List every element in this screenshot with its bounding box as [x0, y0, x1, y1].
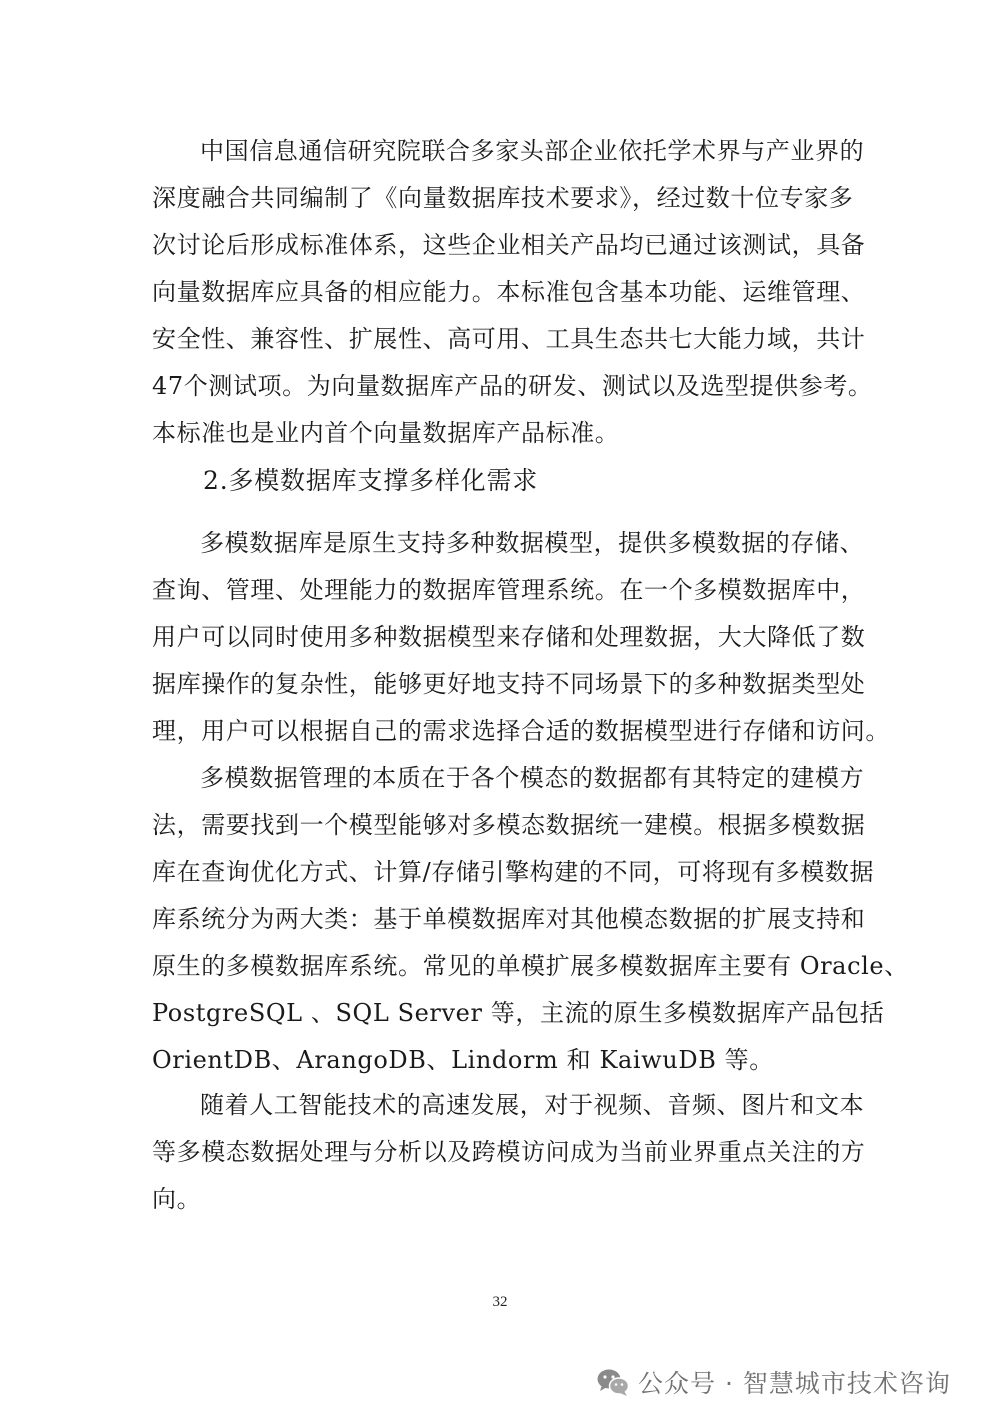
paragraph-3-line-3: 库在查询优化方式、计算/存储引擎构建的不同，可将现有多模数据	[152, 858, 875, 886]
paragraph-1-line-6: 47个测试项。为向量数据库产品的研发、测试以及选型提供参考。	[152, 372, 873, 400]
paragraph-2-line-1: 多模数据库是原生支持多种数据模型，提供多模数据的存储、	[200, 529, 865, 557]
paragraph-4-line-2: 等多模态数据处理与分析以及跨模访问成为当前业界重点关注的方	[152, 1138, 866, 1166]
paragraph-4-line-1: 随着人工智能技术的高速发展，对于视频、音频、图片和文本	[200, 1091, 865, 1119]
paragraph-3-line-7: OrientDB、ArangoDB、Lindorm 和 KaiwuDB 等。	[152, 1046, 774, 1074]
paragraph-3-line-6: PostgreSQL 、SQL Server 等，主流的原生多模数据库产品包括	[152, 999, 885, 1027]
paragraph-4-line-3: 向。	[152, 1185, 202, 1213]
paragraph-2-line-3: 用户可以同时使用多种数据模型来存储和处理数据，大大降低了数	[152, 623, 866, 651]
paragraph-3-line-1: 多模数据管理的本质在于各个模态的数据都有其特定的建模方	[200, 764, 865, 792]
paragraph-1-line-1: 中国信息通信研究院联合多家头部企业依托学术界与产业界的	[200, 137, 865, 165]
paragraph-2-line-5: 理，用户可以根据自己的需求选择合适的数据模型进行存储和访问。	[152, 717, 890, 745]
wechat-icon	[596, 1367, 630, 1397]
paragraph-1-line-3: 次讨论后形成标准体系，这些企业相关产品均已通过该测试，具备	[152, 231, 866, 259]
paragraph-2-line-2: 查询、管理、处理能力的数据库管理系统。在一个多模数据库中，	[152, 576, 866, 604]
paragraph-2-line-4: 据库操作的复杂性，能够更好地支持不同场景下的多种数据类型处	[152, 670, 866, 698]
paragraph-1-line-4: 向量数据库应具备的相应能力。本标准包含基本功能、运维管理、	[152, 278, 866, 306]
paragraph-3-line-4: 库系统分为两大类：基于单模数据库对其他模态数据的扩展支持和	[152, 905, 866, 933]
paragraph-1-line-7: 本标准也是业内首个向量数据库产品标准。	[152, 419, 620, 447]
paragraph-3-line-5: 原生的多模数据库系统。常见的单模扩展多模数据库主要有 Oracle、	[152, 952, 909, 980]
paragraph-1-line-5: 安全性、兼容性、扩展性、高可用、工具生态共七大能力域，共计	[152, 325, 866, 353]
watermark-text: 公众号 · 智慧城市技术咨询	[638, 1369, 951, 1398]
paragraph-1-line-2: 深度融合共同编制了《向量数据库技术要求》，经过数十位专家多	[152, 184, 854, 212]
section-heading: 2.多模数据库支撑多样化需求	[203, 466, 539, 495]
paragraph-3-line-2: 法，需要找到一个模型能够对多模态数据统一建模。根据多模数据	[152, 811, 866, 839]
page-number: 32	[492, 1294, 508, 1310]
watermark	[596, 1362, 951, 1402]
